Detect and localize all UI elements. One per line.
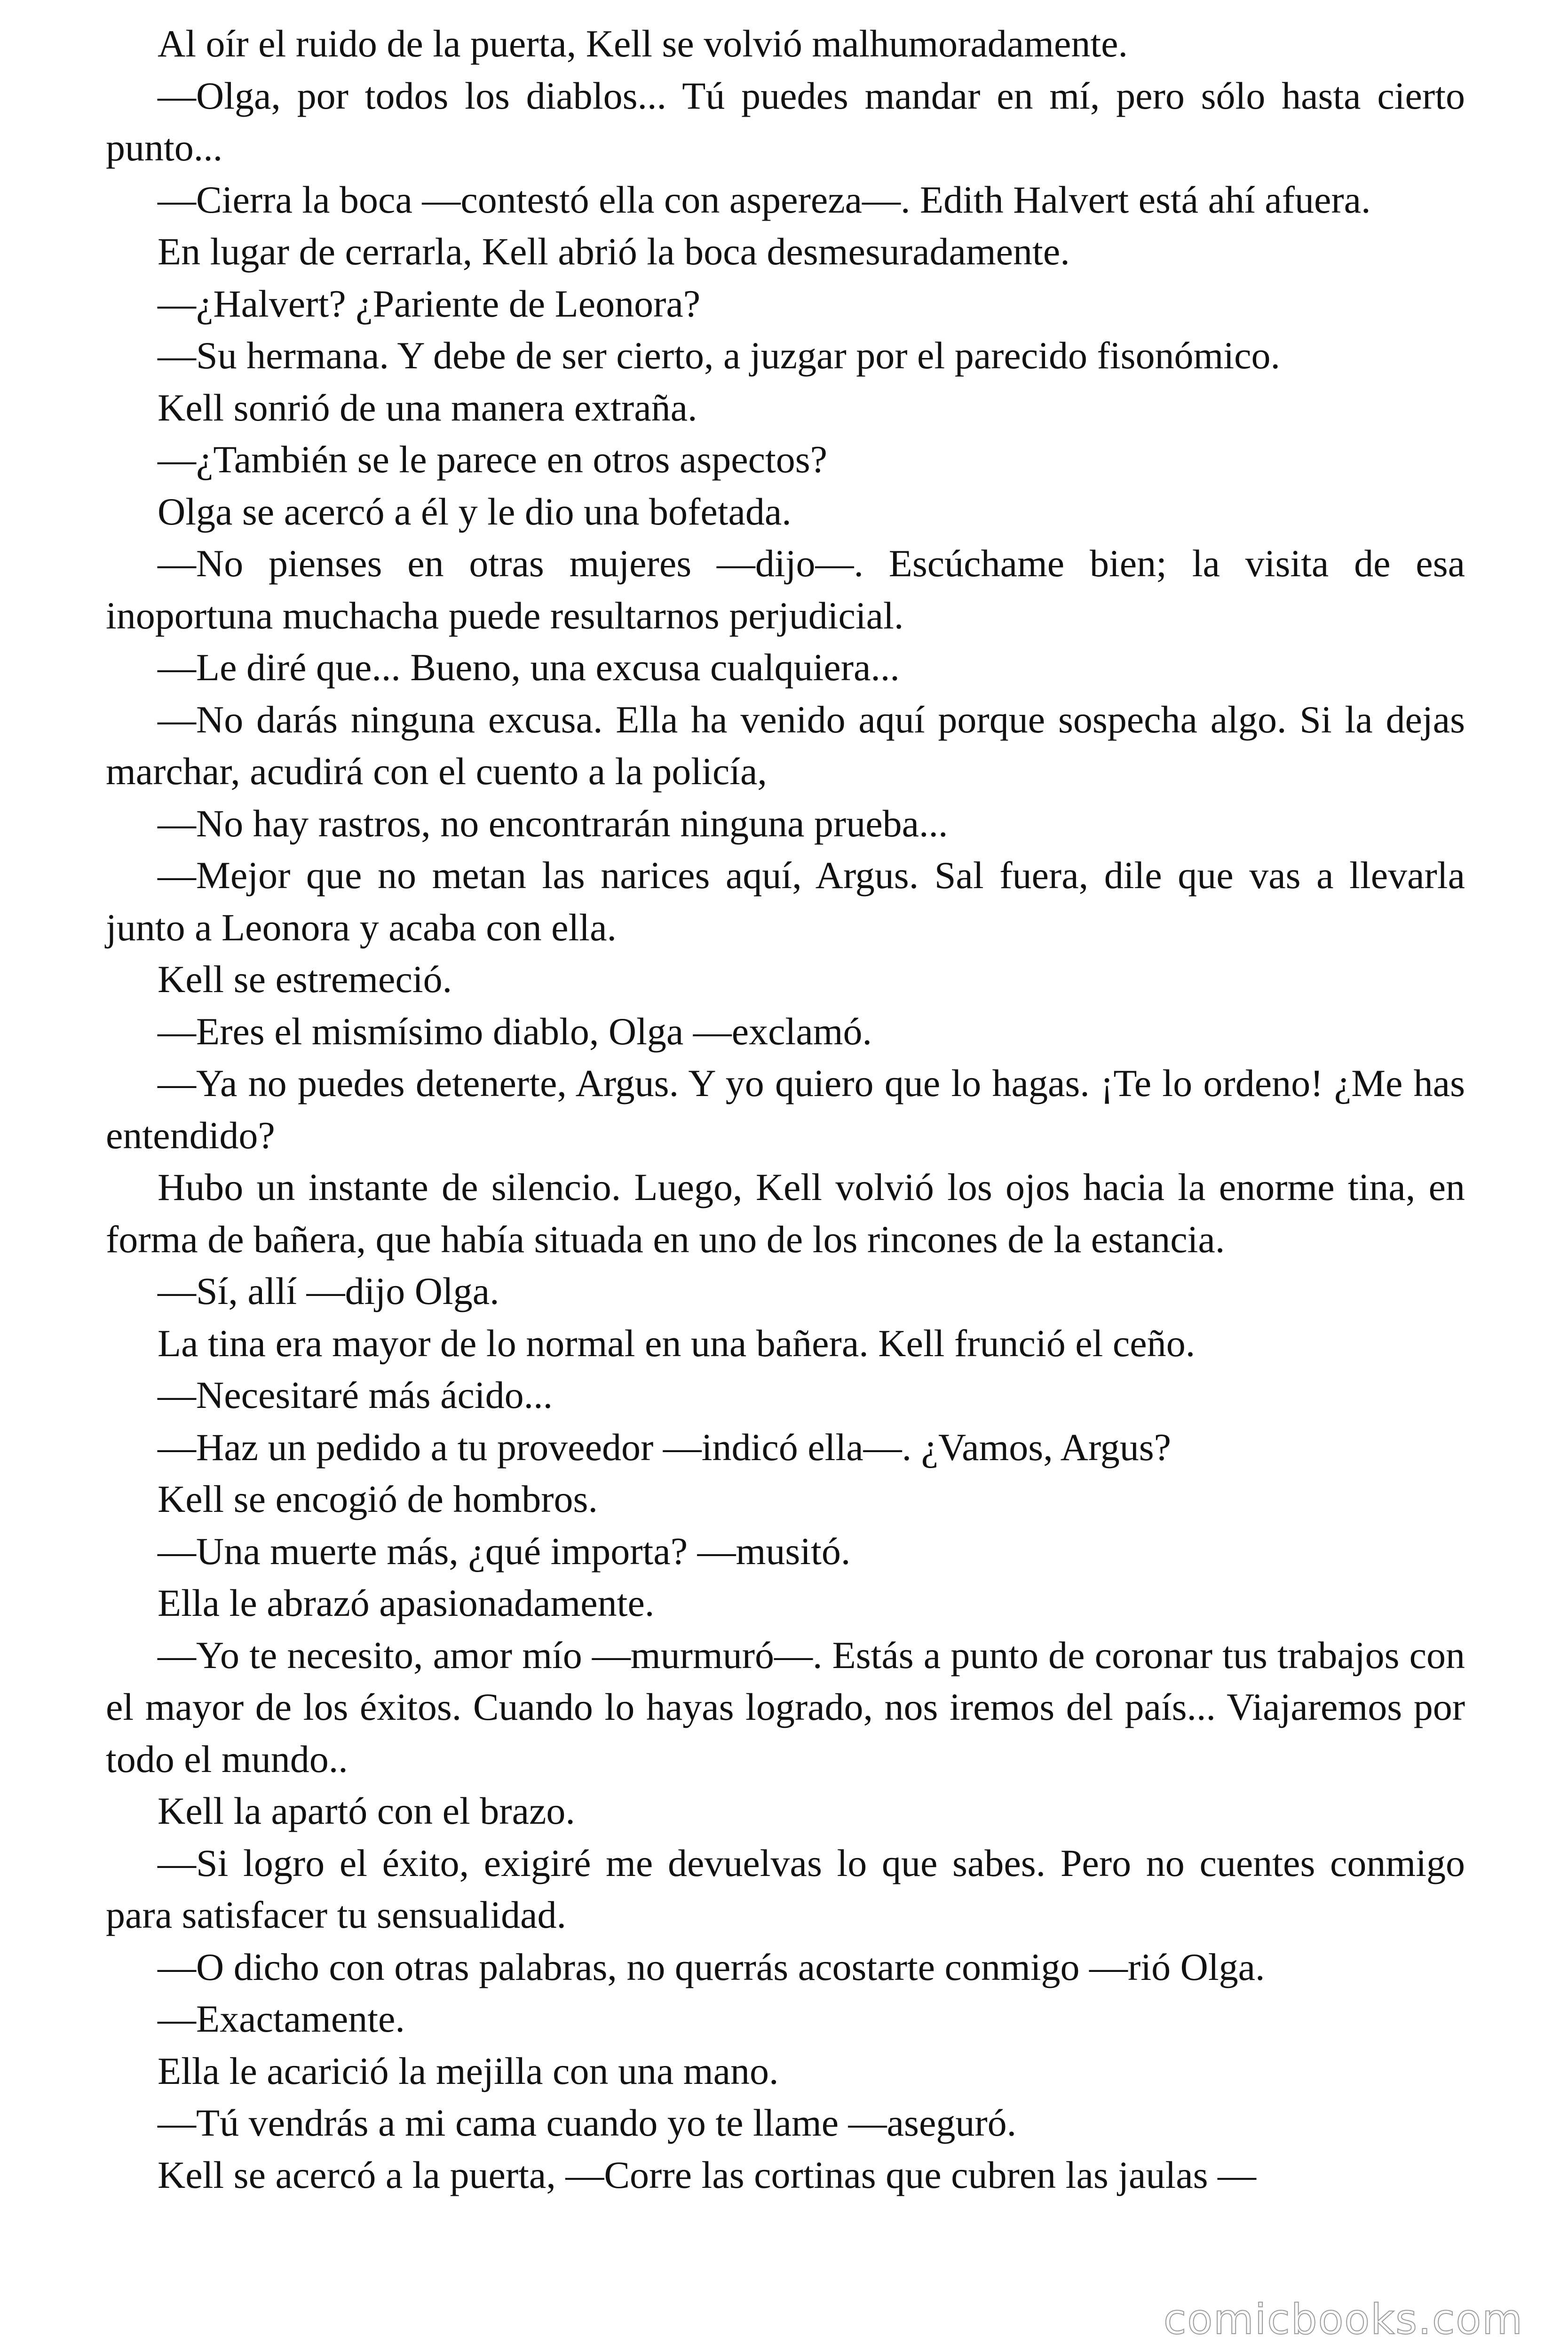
paragraph: —Cierra la boca —contestó ella con aspereza—. Edith Halvert está ahí afuera. <box>158 178 1371 221</box>
paragraph: Kell la apartó con el brazo. <box>158 1789 575 1832</box>
paragraph: Hubo un instante de silencio. Luego, Kell volvió los ojos hacia la enorme tina, en forma de bañera, que había situada en uno de los rincones de la estancia. <box>106 1166 1465 1261</box>
paragraph: —Una muerte más, ¿qué importa? —musitó. <box>158 1529 851 1573</box>
paragraph: La tina era mayor de lo normal en una bañera. Kell frunció el ceño. <box>158 1321 1196 1365</box>
paragraph: —¿Halvert? ¿Pariente de Leonora? <box>158 282 701 325</box>
paragraph: —Si logro el éxito, exigiré me devuelvas lo que sabes. Pero no cuentes conmigo para satisfacer tu sensualidad. <box>106 1841 1465 1936</box>
paragraph: —Le diré que... Bueno, una excusa cualquiera... <box>158 646 900 689</box>
paragraph: Olga se acercó a él y le dio una bofetada. <box>158 490 792 533</box>
book-page-text <box>106 18 1465 2201</box>
paragraph: —Exactamente. <box>158 1997 405 2040</box>
paragraph: —No hay rastros, no encontrarán ninguna prueba... <box>158 802 948 845</box>
paragraph: —No darás ninguna excusa. Ella ha venido aquí porque sospecha algo. Si la dejas marchar, acudirá con el cuento a la policía, <box>106 698 1465 793</box>
paragraph: —Sí, allí —dijo Olga. <box>158 1270 499 1312</box>
paragraph: —Tú vendrás a mi cama cuando yo te llame —aseguró. <box>158 2101 1017 2144</box>
paragraph: Kell sonrió de una manera extraña. <box>158 386 697 429</box>
paragraph: —Haz un pedido a tu proveedor —indicó ella—. ¿Vamos, Argus? <box>158 1425 1172 1469</box>
paragraph: —No pienses en otras mujeres —dijo—. Escúchame bien; la visita de esa inoportuna muchacha puede resultarnos perjudicial. <box>106 542 1465 637</box>
paragraph: —Necesitaré más ácido... <box>158 1374 553 1416</box>
watermark: comicbooks.com <box>1163 2295 1523 2344</box>
paragraph: En lugar de cerrarla, Kell abrió la boca desmesuradamente. <box>158 230 1070 273</box>
paragraph: Ella le acarició la mejilla con una mano. <box>158 2049 779 2092</box>
paragraph: Kell se estremeció. <box>158 958 452 1001</box>
paragraph: Ella le abrazó apasionadamente. <box>158 1581 655 1624</box>
paragraph: —Su hermana. Y debe de ser cierto, a juzgar por el parecido fisonómico. <box>158 334 1280 377</box>
paragraph: —Ya no puedes detenerte, Argus. Y yo quiero que lo hagas. ¡Te lo ordeno! ¿Me has entendido? <box>106 1062 1465 1157</box>
paragraph: Kell se encogió de hombros. <box>158 1478 598 1520</box>
paragraph: Al oír el ruido de la puerta, Kell se volvió malhumoradamente. <box>158 22 1128 65</box>
paragraph: —¿También se le parece en otros aspectos? <box>158 438 828 481</box>
paragraph: —Yo te necesito, amor mío —murmuró—. Estás a punto de coronar tus trabajos con el mayor de los éxitos. Cuando lo hayas logrado, nos iremos del país... Viajaremos por todo el mundo.. <box>106 1633 1465 1780</box>
paragraph: —Olga, por todos los diablos... Tú puedes mandar en mí, pero sólo hasta cierto punto... <box>106 74 1465 169</box>
paragraph: —O dicho con otras palabras, no querrás acostarte conmigo —rió Olga. <box>158 1945 1265 1988</box>
paragraph: —Eres el mismísimo diablo, Olga —exclamó. <box>158 1009 872 1053</box>
paragraph: Kell se acercó a la puerta, —Corre las cortinas que cubren las jaulas — <box>158 2153 1257 2196</box>
paragraph: —Mejor que no metan las narices aquí, Argus. Sal fuera, dile que vas a llevarla junto a Leonora y acaba con ella. <box>106 854 1465 949</box>
